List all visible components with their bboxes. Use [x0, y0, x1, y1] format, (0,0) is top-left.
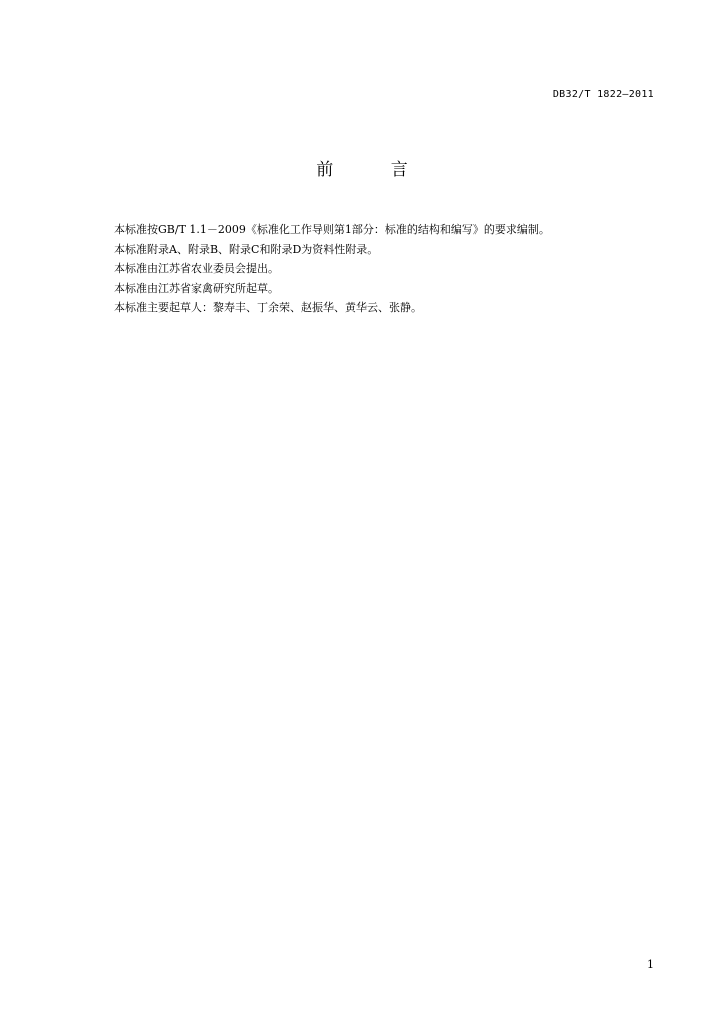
page-title: 前 言	[316, 160, 434, 180]
paragraph-proposer: 本标准由江苏省农业委员会提出。	[114, 262, 279, 275]
foreword-body	[114, 220, 654, 318]
paragraph-appendices: 本标准附录A、附录B、附录C和附录D为资料性附录。	[114, 242, 379, 256]
paragraph-drafting-unit: 本标准由江苏省家禽研究所起草。	[114, 281, 279, 295]
page-number: 1	[647, 958, 654, 971]
standard-number: DB32/T 1822—2011	[552, 89, 654, 100]
paragraph-drafters: 本标准主要起草人：黎寿丰、丁余荣、赵振华、黄华云、张静。	[114, 301, 422, 314]
paragraph-drafting-rules: 本标准按GB/T 1.1－2009《标准化工作导则第1部分：标准的结构和编写》的要求编制。	[114, 223, 550, 236]
